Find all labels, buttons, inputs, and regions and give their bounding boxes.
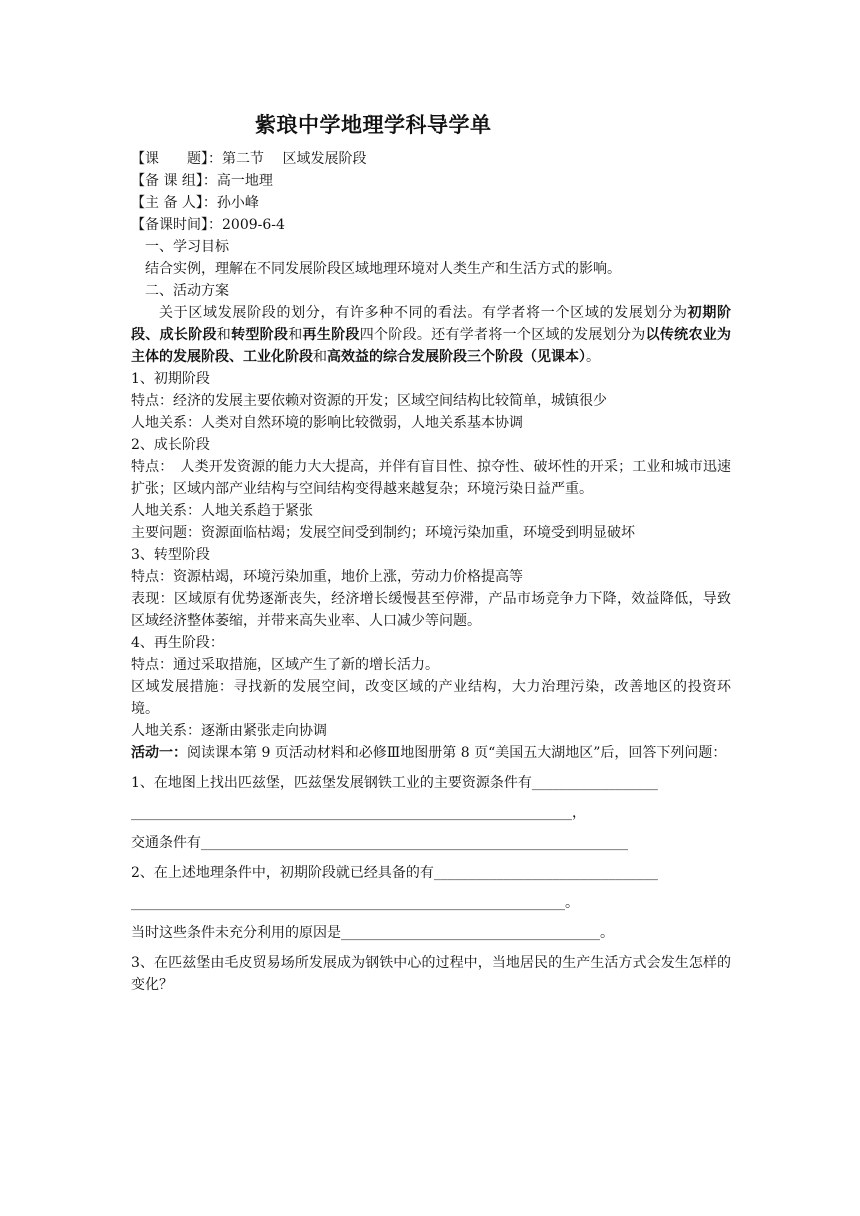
stage-4-heading: 4、再生阶段： xyxy=(131,635,224,651)
stage-3-heading: 3、转型阶段 xyxy=(131,547,210,563)
activity-label: 活动一： xyxy=(131,745,187,761)
stage-2-feature: 特点： 人类开发资源的能力大大提高，并伴有盲目性、掠夺性、破坏性的开采；工业和城市迅速扩张；区域内部产业结构与空间结构变得越来越复杂；环境污染日益严重。 xyxy=(131,459,731,497)
stage-2-heading: 2、成长阶段 xyxy=(131,437,210,453)
question-2-line-2: ______________________________________________________________。 xyxy=(131,895,579,911)
stage-4-feature: 特点：通过采取措施，区域产生了新的增长活力。 xyxy=(131,657,439,673)
stage-3-performance: 表现：区域原有优势逐渐丧失，经济增长缓慢甚至停滞，产品市场竞争力下降，效益降低，导致区域经济整体萎缩，并带来高失业率、人口减少等问题。 xyxy=(131,591,731,629)
goals-heading: 一、学习目标 xyxy=(145,239,229,255)
worksheet-page xyxy=(131,112,731,996)
meta-topic: 【课 题】：第二节 区域发展阶段 xyxy=(131,151,367,167)
plan-intro: 关于区域发展阶段的划分，有许多种不同的看法。有学者将一个区域的发展划分为初期阶段、成长阶段和转型阶段和再生阶段四个阶段。还有学者将一个区域的发展划分为以传统农业为主体的发展阶段、工业化阶段和高效益的综合发展阶段三个阶段（见课本）。 xyxy=(131,305,732,365)
stage-1-heading: 1、初期阶段 xyxy=(131,371,210,387)
stage-3-feature: 特点：资源枯竭，环境污染加重，地价上涨，劳动力价格提高等 xyxy=(131,569,523,585)
stage-4-relation: 人地关系：逐渐由紧张走向协调 xyxy=(131,723,327,739)
question-2-line-3: 当时这些条件未充分利用的原因是_____________________________________。 xyxy=(131,925,614,941)
meta-date: 【备课时间】：2009-6-4 xyxy=(131,217,285,233)
activity-intro: 活动一：阅读课本第 9 页活动材料和必修Ⅲ地图册第 8 页“美国五大湖地区”后，回答下列问题： xyxy=(131,745,727,761)
meta-author: 【主 备 人】：孙小峰 xyxy=(131,195,259,211)
page-title: 紫琅中学地理学科导学单 xyxy=(255,113,492,137)
question-2-line-1: 2、在上述地理条件中，初期阶段就已经具备的有________________________________ xyxy=(131,865,658,881)
stage-4-measures: 区域发展措施：寻找新的发展空间，改变区域的产业结构，大力治理污染，改善地区的投资环境。 xyxy=(131,679,731,717)
plan-heading: 二、活动方案 xyxy=(145,283,229,299)
question-1-line-3: 交通条件有_____________________________________________________________ xyxy=(131,835,628,851)
stage-2-problems: 主要问题：资源面临枯竭；发展空间受到制约；环境污染加重，环境受到明显破坏 xyxy=(131,525,635,541)
stage-2-relation: 人地关系：人地关系趋于紧张 xyxy=(131,503,313,519)
stage-1-feature: 特点：经济的发展主要依赖对资源的开发；区域空间结构比较简单，城镇很少 xyxy=(131,393,607,409)
goals-text: 结合实例，理解在不同发展阶段区域地理环境对人类生产和生活方式的影响。 xyxy=(145,261,621,277)
meta-group: 【备 课 组】：高一地理 xyxy=(131,173,273,189)
question-1-line-2: _______________________________________________________________， xyxy=(131,805,586,821)
question-1-line-1: 1、在地图上找出匹兹堡，匹兹堡发展钢铁工业的主要资源条件有__________________ xyxy=(131,775,658,791)
stage-1-relation: 人地关系：人类对自然环境的影响比较微弱，人地关系基本协调 xyxy=(131,415,523,431)
question-3: 3、在匹兹堡由毛皮贸易场所发展成为钢铁中心的过程中，当地居民的生产生活方式会发生怎样的变化？ xyxy=(131,955,731,993)
